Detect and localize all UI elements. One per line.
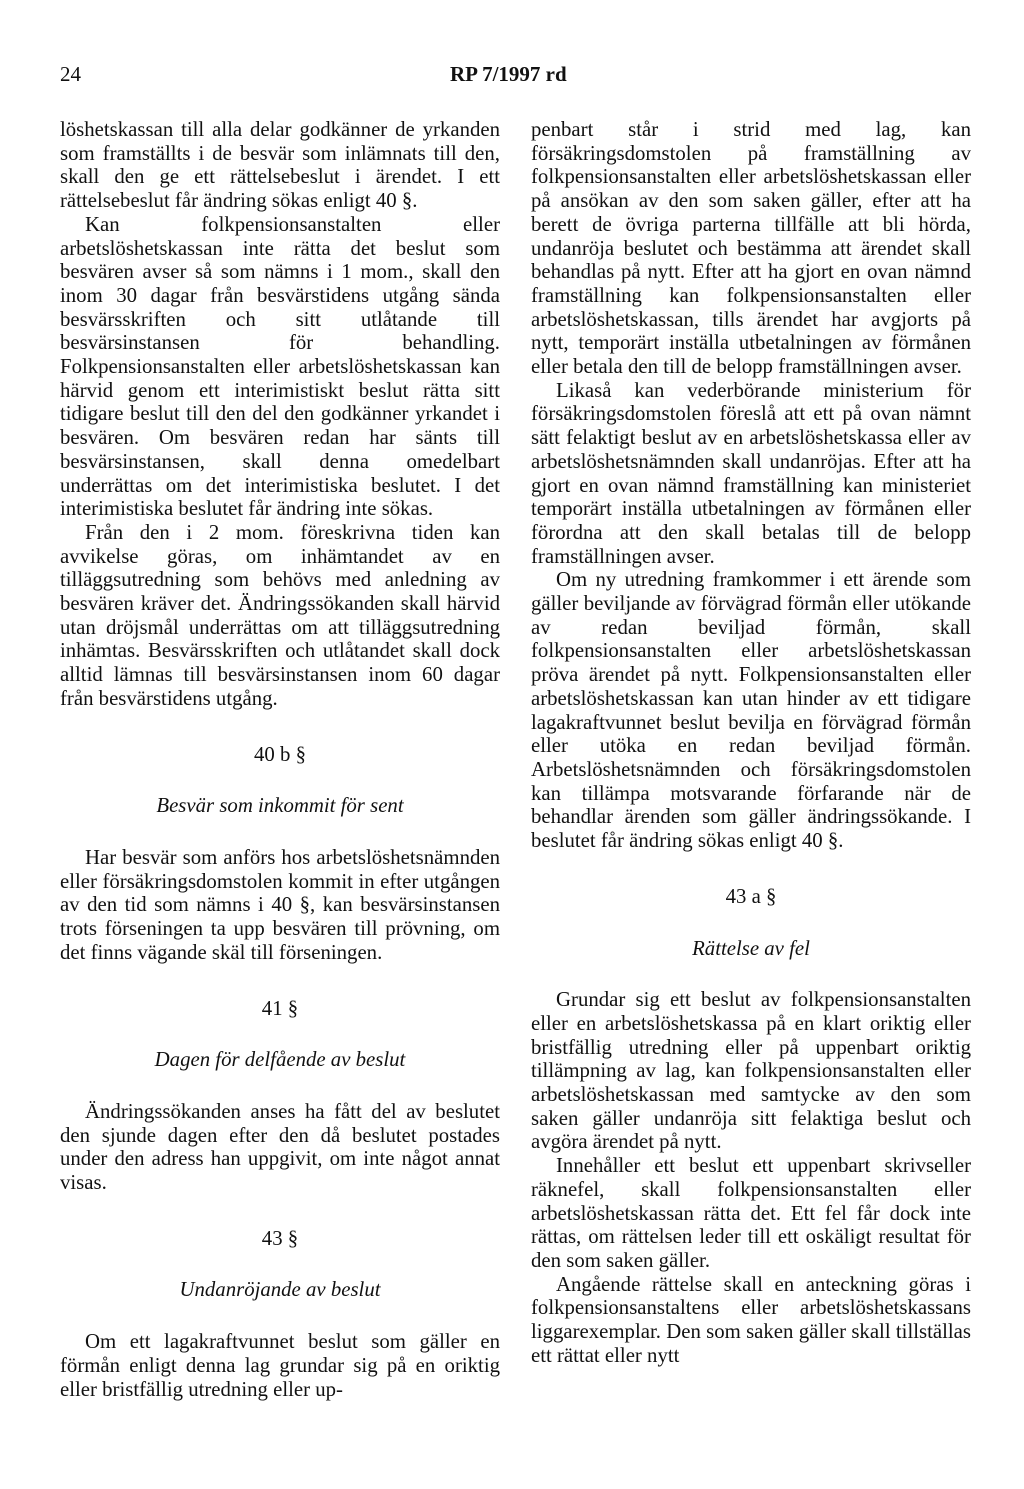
right-column [531, 118, 971, 1367]
paragraph: löshetskassan till alla delar godkänner de yrkanden som framställts i de besvär som inlämnats till den, skall den ge ett rättelsebeslut i ärendet. I ett rättelsebeslut får ändring sökas enligt 40 §. [60, 118, 500, 213]
paragraph: Angående rättelse skall en anteckning göras i folkpensionsanstaltens eller arbetslöshetskassans liggarexemplar. Den som saken gäller skall tillställas ett rättat eller nytt [531, 1272, 971, 1367]
paragraph: Ändringssökanden anses ha fått del av beslutet den sjunde dagen efter den då beslutet postades under den adress han uppgivit, om inte något annat visas. [60, 1099, 500, 1195]
document-id: RP 7/1997 rd [450, 62, 567, 86]
paragraph: penbart står i strid med lag, kan försäkringsdomstolen på framställning av folkpensionsanstalten eller arbetslöshetskassan eller på ansökan av den som saken gäller, efter att ha berett de övriga parterna tillfälle att bli hörda, undanröja beslutet och bestämma att ärendet skall behandlas på nytt. Efter att ha gjort en ovan nämnd framställning kan folkpensionsanstalten eller arbetslöshetskassan, tills ärendet har avgjorts på nytt, temporärt inställa utbetalningen av förmånen eller betala den till de belopp framställningen avser. [531, 118, 971, 379]
paragraph: Om ny utredning framkommer i ett ärende som gäller beviljande av förvägrad förmån eller utökande av redan beviljad förmån, skall folkpensionsanstalten eller arbetslöshetskassan pröva ärendet på nytt. Folkpensionsanstalten eller arbetslöshetskassan kan utan hinder av ett tidigare lagakraftvunnet beslut bevilja en förvägrad förmån eller utöka en redan beviljad förmån. Arbetslöshetsnämnden och försäkringsdomstolen kan tillämpa motsvarande förfarande när de behandlar ärenden som gäller ändringssökande. I beslutet får ändring sökas enligt 40 §. [531, 568, 971, 853]
section-title-43: Undanröjande av beslut [179, 1278, 381, 1302]
section-title-40b: Besvär som inkommit för sent [156, 794, 404, 818]
section-heading-43a: 43 a § [725, 884, 777, 908]
left-column [60, 118, 500, 1401]
section-title-41: Dagen för delfående av beslut [154, 1048, 406, 1072]
section-heading-40b: 40 b § [254, 742, 306, 766]
page-header [60, 62, 969, 92]
paragraph: Innehåller ett beslut ett uppenbart skrivseller räknefel, skall folkpensionsanstalten eller arbetslöshetskassan rätta det. Ett fel får dock inte rättas, om rättelsen leder till ett oskäligt resultat för den som saken gäller. [531, 1154, 971, 1272]
paragraph: Grundar sig ett beslut av folkpensionsanstalten eller en arbetslöshetskassa på en klart oriktig eller bristfällig utredning eller på uppenbart oriktig tillämpning av lag, kan folkpensionsanstalten eller arbetslöshetskassan med samtycke av den som saken gäller undanröja sitt felaktiga beslut och avgöra ärendet på nytt. [531, 988, 971, 1154]
page-number: 24 [60, 62, 81, 86]
section-heading-41: 41 § [261, 996, 299, 1020]
paragraph: Har besvär som anförs hos arbetslöshetsnämnden eller försäkringsdomstolen kommit in efter utgången av den tid som nämns i 40 §, kan besvärsinstansen trots förseningen ta upp besvären till prövning, om det finns vägande skäl till förseningen. [60, 845, 500, 964]
paragraph: Likaså kan vederbörande ministerium för försäkringsdomstolen föreslå att ett på ovan nämnt sätt felaktigt beslut av en arbetslöshetskassa eller av arbetslöshetsnämnden skall undanröjas. Efter att ha gjort en ovan nämnd framställning kan ministeriet temporärt inställa utbetalningen av förmånen eller förordna att den skall betalas till de belopp framställningen avser. [531, 378, 971, 568]
paragraph: Om ett lagakraftvunnet beslut som gäller en förmån enligt denna lag grundar sig på en oriktig eller bristfällig utredning eller up- [60, 1330, 500, 1401]
section-heading-43: 43 § [261, 1226, 299, 1250]
section-title-43a: Rättelse av fel [692, 936, 810, 960]
paragraph: Från den i 2 mom. föreskrivna tiden kan avvikelse göras, om inhämtandet av en tilläggsutredning som behövs med anledning av besvären kräver det. Ändringssökanden skall härvid utan dröjsmål underrättas om att tilläggsutredning inhämtas. Besvärsskriften och utlåtandet skall dock alltid lämnas till besvärsinstansen inom 60 dagar från besvärstidens utgång. [60, 520, 500, 710]
paragraph: Kan folkpensionsanstalten eller arbetslöshetskassan inte rätta det beslut som besvären avser så som nämns i 1 mom., skall den inom 30 dagar från besvärstidens utgång sända besvärsskriften och sitt utlåtande till besvärsinstansen för behandling. Folkpensionsanstalten eller arbetslöshetskassan kan härvid genom ett interimistiskt beslut rätta sitt tidigare beslut till den del den godkänner yrkandet i besvären. Om besvären redan har sänts till besvärsinstansen, skall denna omedelbart underrättas om det interimistiska beslutet. I det interimistiska beslutet får ändring inte sökas. [60, 212, 500, 521]
